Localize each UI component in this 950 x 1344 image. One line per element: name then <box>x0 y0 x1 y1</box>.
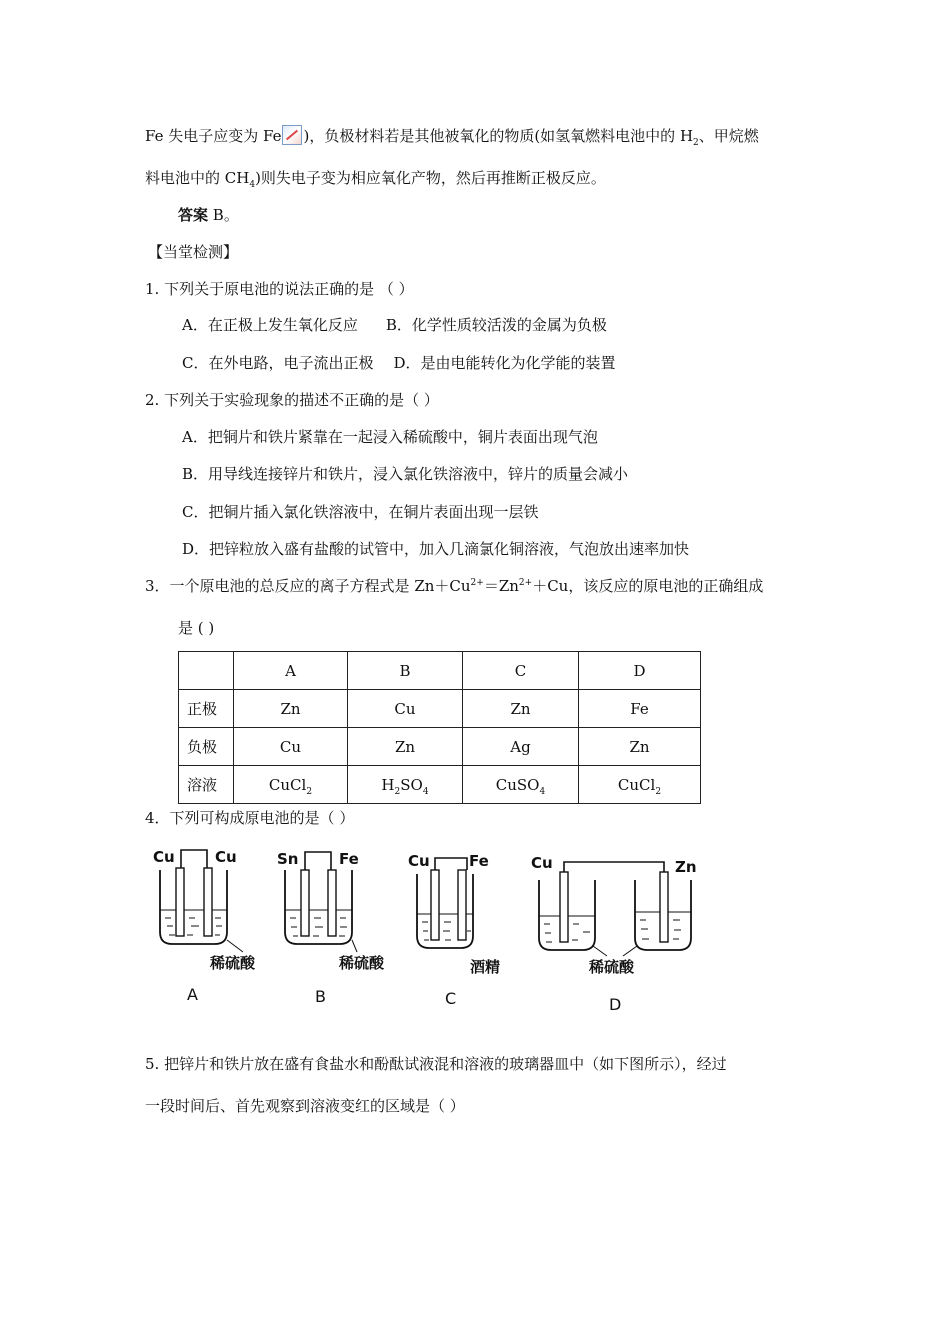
intro-line-1 <box>145 125 759 146</box>
answer-line <box>178 205 239 225</box>
electrode <box>560 872 568 942</box>
table-cell <box>463 766 579 804</box>
formula-text: SO <box>400 775 423 794</box>
electrode-label: Zn <box>675 858 697 876</box>
intro-text: 料电池中的 CH <box>145 169 250 187</box>
table-cell: Zn <box>463 690 579 728</box>
electrode <box>301 870 309 936</box>
table-cell: Cu <box>234 728 348 766</box>
broken-image-icon <box>282 125 302 145</box>
pointer-line <box>623 946 637 956</box>
solution-label: 稀硫酸 <box>339 954 385 972</box>
table-row-label: 溶液 <box>179 766 234 804</box>
table-row <box>179 652 701 690</box>
subscript: 4 <box>249 180 256 190</box>
q3-text: 3．一个原电池的总反应的离子方程式是 Zn＋Cu <box>145 577 471 595</box>
formula-text: CuSO <box>495 775 540 794</box>
intro-line-2 <box>145 168 606 188</box>
pointer-line <box>227 940 243 952</box>
table-row-label: 负极 <box>179 728 234 766</box>
section-title: 【当堂检测】 <box>148 243 239 261</box>
subscript: 2 <box>394 786 401 797</box>
q5-line-1: 5. 把锌片和铁片放在盛有食盐水和酚酞试液混和溶液的玻璃器皿中（如下图所示），经过 <box>145 1055 727 1073</box>
table-header-cell: A <box>234 652 348 690</box>
formula-text: H <box>381 775 395 794</box>
table-cell: Fe <box>579 690 701 728</box>
q1-option-b: B．化学性质较活泼的金属为负极 <box>385 316 607 334</box>
intro-text: 、甲烷燃 <box>698 127 759 145</box>
q1-option-c: C．在外电路，电子流出正极 <box>182 354 374 372</box>
table-cell: Zn <box>348 728 463 766</box>
electrode-label: Sn <box>277 850 299 868</box>
q3-stem-line-2: 是 ( ) <box>178 619 215 637</box>
table-row <box>179 728 701 766</box>
electrode-label: Cu <box>531 854 553 872</box>
apparatus-d <box>531 854 697 1014</box>
electrode <box>204 868 212 936</box>
solution-label: 稀硫酸 <box>210 954 256 972</box>
beaker <box>160 870 227 944</box>
table-header-cell: D <box>579 652 701 690</box>
table-cell: Ag <box>463 728 579 766</box>
table-row <box>179 766 701 804</box>
subscript: 4 <box>422 786 429 797</box>
option-label: A <box>187 985 198 1004</box>
apparatus-c <box>408 852 500 1008</box>
table-cell <box>579 766 701 804</box>
q2-option-b: B．用导线连接锌片和铁片，浸入氯化铁溶液中，锌片的质量会减小 <box>182 465 629 483</box>
electrode-label: Fe <box>469 852 489 870</box>
table-row-label: 正极 <box>179 690 234 728</box>
subscript: 2 <box>306 786 313 797</box>
wire <box>435 858 467 870</box>
option-label: C <box>445 989 457 1008</box>
electrode <box>431 870 439 940</box>
subscript: 4 <box>539 786 546 797</box>
solution-label: 酒精 <box>470 958 501 976</box>
q3-stem <box>145 576 763 596</box>
q2-option-c: C．把铜片插入氯化铁溶液中，在铜片表面出现一层铁 <box>182 503 539 521</box>
table-header-cell: C <box>463 652 579 690</box>
q1-option-d: D．是由电能转化为化学能的装置 <box>393 354 616 372</box>
q2-option-a: A．把铜片和铁片紧靠在一起浸入稀硫酸中，铜片表面出现气泡 <box>182 428 598 446</box>
table-cell <box>234 766 348 804</box>
superscript: 2+ <box>518 578 533 588</box>
intro-text: )，负极材料若是其他被氧化的物质(如氢氧燃料电池中的 H <box>303 127 694 145</box>
q5-line-2: 一段时间后、首先观察到溶液变红的区域是（ ） <box>145 1097 465 1115</box>
solution-label: 稀硫酸 <box>589 958 635 976</box>
subscript: 2 <box>693 138 699 148</box>
table-cell <box>348 766 463 804</box>
table-header-cell <box>179 652 234 690</box>
electrode <box>328 870 336 936</box>
electrode-label: Cu <box>408 852 430 870</box>
pointer-line <box>352 940 357 952</box>
apparatus-b <box>277 850 385 1006</box>
electrode <box>660 872 668 942</box>
intro-text: )则失电子变为相应氧化产物，然后再推断正极反应。 <box>255 169 606 187</box>
wire <box>564 862 664 872</box>
pointer-line <box>593 946 607 956</box>
formula-text: CuCl <box>617 775 656 794</box>
electrode-label: Fe <box>339 850 359 868</box>
table-cell: Zn <box>234 690 348 728</box>
beaker <box>285 870 352 944</box>
table-row <box>179 690 701 728</box>
q3-text: ＋Cu，该反应的原电池的正确组成 <box>532 577 764 595</box>
q4-figure <box>145 840 705 1020</box>
table-header-cell: B <box>348 652 463 690</box>
table-cell: Cu <box>348 690 463 728</box>
answer-label: 答案 <box>178 206 209 224</box>
q2-option-d: D．把锌粒放入盛有盐酸的试管中，加入几滴氯化铜溶液，气泡放出速率加快 <box>182 540 690 558</box>
superscript: 2+ <box>470 578 484 588</box>
electrode-label: Cu <box>153 848 175 866</box>
formula-text: CuCl <box>268 775 307 794</box>
q2-stem: 2. 下列关于实验现象的描述不正确的是（ ） <box>145 391 439 409</box>
wire <box>181 850 207 868</box>
liquid-dashes <box>165 918 222 935</box>
q3-table <box>178 651 701 804</box>
electrode-label: Cu <box>215 848 237 866</box>
intro-text: Fe 失电子应变为 Fe <box>145 127 282 145</box>
subscript: 2 <box>655 786 662 797</box>
wire <box>305 852 331 870</box>
table-cell: Zn <box>579 728 701 766</box>
q3-text: ＝Zn <box>483 577 519 595</box>
option-label: D <box>609 995 622 1014</box>
answer-value: B。 <box>212 206 239 224</box>
electrode <box>176 868 184 936</box>
option-label: B <box>315 987 326 1006</box>
electrode <box>458 870 466 940</box>
q1-stem: 1. 下列关于原电池的说法正确的是 （ ） <box>145 280 414 298</box>
q1-options-ab <box>182 315 607 335</box>
q4-stem: 4．下列可构成原电池的是（ ） <box>145 809 355 827</box>
q1-options-cd <box>182 353 616 373</box>
apparatus-a <box>153 848 256 1004</box>
liquid-dashes <box>290 918 347 936</box>
q1-option-a: A．在正极上发生氧化反应 <box>182 316 358 334</box>
